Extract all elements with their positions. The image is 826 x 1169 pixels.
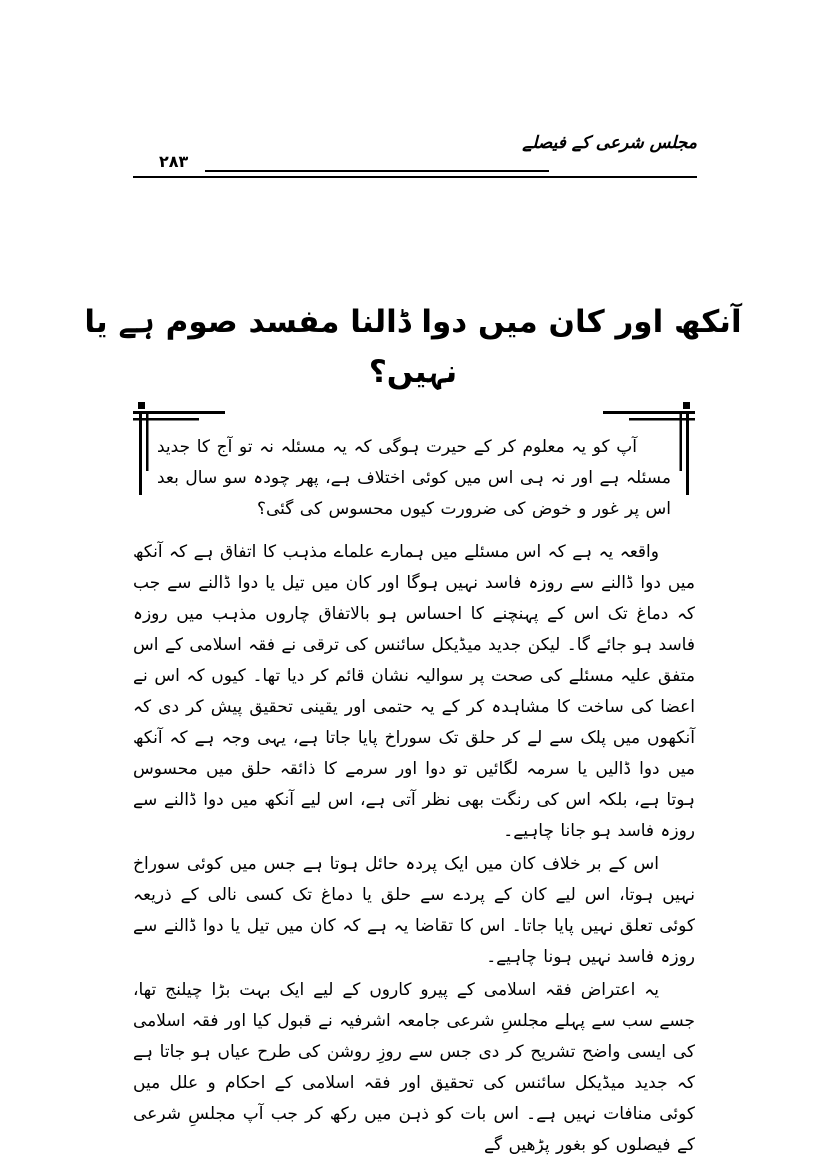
- body-paragraph: اس کے بر خلاف کان میں ایک پردہ حائل ہوتا ہے جس میں کوئی سوراخ نہیں ہوتا، اس لیے کان کے پردے سے حلق یا دماغ تک کسی نالی کے ذریعہ کوئی تعلق نہیں پایا جاتا۔ اس کا تقاضا یہ ہے کہ کان میں تیل یا دوا ڈالنے سے روزہ فاسد نہیں ہونا چاہیے۔: [133, 854, 695, 967]
- article-title: آنکھ اور کان میں دوا ڈالنا مفسد صوم ہے یا نہیں؟: [84, 304, 742, 390]
- header-divider-rule: [133, 176, 697, 178]
- corner-ornament-icon: [600, 402, 695, 497]
- intro-quote-frame: [133, 402, 695, 529]
- page-header: [133, 130, 697, 182]
- intro-quote-text: آپ کو یہ معلوم کر کے حیرت ہوگی کہ یہ مسئلہ نہ تو آج کا جدید مسئلہ ہے اور نہ ہی اس میں کوئی اختلاف ہے، پھر چودہ سو سال بعد اس پر غور و خوض کی ضرورت کیوں محسوس کی گئی؟: [157, 437, 671, 519]
- corner-ornament-icon: [133, 402, 228, 497]
- body-paragraph: واقعہ یہ ہے کہ اس مسئلے میں ہمارے علماے مذہب کا اتفاق ہے کہ آنکھ میں دوا ڈالنے سے روزہ فاسد نہیں ہوگا اور کان میں تیل یا دوا ڈالنے سے جب کہ دماغ تک اس کے پہنچنے کا احساس ہو بالاتفاق چاروں مذہب میں روزہ فاسد ہو جائے گا۔ لیکن جدید میڈیکل سائنس کی ترقی نے فقہ اسلامی کے اس متفق علیہ مسئلے کی صحت پر سوالیہ نشان قائم کر دیا تھا۔ کیوں کہ اس نے اعضا کی ساخت کا مشاہدہ کر کے یہ حتمی اور یقینی تحقیق پیش کر دی کہ آنکھوں میں پلک سے لے کر حلق تک سوراخ پایا جاتا ہے، یہی وجہ ہے کہ آنکھ میں دوا ڈالیں یا سرمہ لگائیں تو دوا اور سرمے کا ذائقہ حلق میں محسوس ہوتا ہے، بلکہ اس کی رنگت بھی نظر آتی ہے، اس لیے آنکھ میں دوا ڈالنے سے روزہ فاسد ہو جانا چاہیے۔: [133, 542, 695, 841]
- header-underline-rule: [205, 170, 549, 172]
- article-body: [133, 402, 695, 1161]
- body-paragraph: یہ اعتراض فقہ اسلامی کے پیرو کاروں کے لیے ایک بہت بڑا چیلنج تھا، جسے سب سے پہلے مجلسِ شرعی جامعہ اشرفیہ نے قبول کیا اور فقہ اسلامی کی ایسی واضح تشریح کر دی جس سے روزِ روشن کی طرح عیاں ہو جاتا ہے کہ جدید میڈیکل سائنس کی تحقیق اور فقہ اسلامی کے احکام و علل میں کوئی منافات نہیں ہے۔ اس بات کو ذہن میں رکھ کر جب آپ مجلسِ شرعی کے فیصلوں کو بغور پڑھیں گے: [133, 980, 695, 1155]
- page-number: ۲۸۳: [159, 152, 189, 171]
- running-head-title: مجلس شرعی کے فیصلے: [522, 133, 697, 153]
